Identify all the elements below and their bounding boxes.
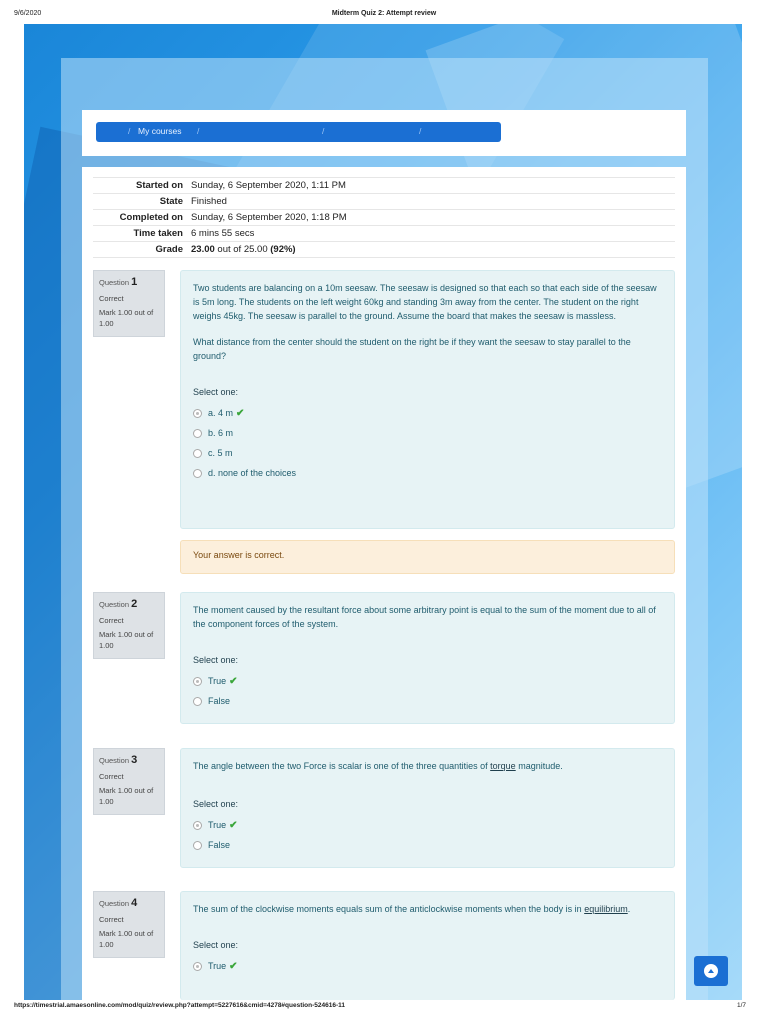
radio-button[interactable] xyxy=(193,697,202,706)
grade-out-of: out of 25.00 xyxy=(217,244,268,255)
question-text-before: The sum of the clockwise moments equals sum of the anticlockwise moments when the body is in xyxy=(193,904,585,914)
question-formulation-4 xyxy=(180,891,675,1000)
summary-label: Time taken xyxy=(133,228,183,239)
answer-option-a[interactable] xyxy=(193,404,662,424)
question-grade: Mark 1.00 out of 1.00 xyxy=(99,928,154,949)
check-icon: ✔ xyxy=(229,820,238,832)
question-label: Question xyxy=(99,278,130,287)
question-number: 1 xyxy=(131,276,138,288)
print-page-number: 1/7 xyxy=(736,1002,746,1009)
radio-button[interactable] xyxy=(193,449,202,458)
question-text: Two students are balancing on a 10m seesaw. The seesaw is designed so that each so that each side of the seesaw is 5m long. The students on the left weight 60kg and standing 3m away from the center. The student on the right weighs 45kg. The seesaw is parallel to the ground. Assume the board that makes the seesaw is massless. xyxy=(193,283,657,321)
print-header xyxy=(0,10,768,22)
radio-button[interactable] xyxy=(193,821,202,830)
summary-row-grade xyxy=(93,242,675,258)
summary-label: State xyxy=(159,196,183,207)
summary-row-completed xyxy=(93,210,675,226)
option-label: False xyxy=(208,839,231,850)
attempt-summary-table xyxy=(93,177,675,258)
option-label: d. none of the choices xyxy=(208,467,297,478)
radio-button[interactable] xyxy=(193,962,202,971)
question-text: What distance from the center should the student on the right be if they want the seesaw to stay parallel to the ground? xyxy=(193,336,631,361)
answer-option-true[interactable] xyxy=(193,957,662,977)
question-number: 3 xyxy=(131,754,138,766)
summary-row-started xyxy=(93,178,675,194)
print-url: https://timestrial.amaesonline.com/mod/quiz/review.php?attempt=5227616&cmid=4278#question-524616-11 xyxy=(14,1002,346,1009)
summary-label: Grade xyxy=(155,244,183,255)
radio-button[interactable] xyxy=(193,841,202,850)
question-state: Correct xyxy=(99,293,124,303)
question-label: Question xyxy=(99,600,130,609)
question-text-before: The angle between the two Force is scalar is one of the three quantities of xyxy=(193,761,491,771)
breadcrumb-separator: / xyxy=(128,126,131,136)
question-feedback-1: Your answer is correct. xyxy=(180,540,675,574)
navbar-card xyxy=(82,110,686,156)
summary-value: Finished xyxy=(191,196,227,207)
answer-option-false[interactable] xyxy=(193,836,662,856)
answer-option-c[interactable] xyxy=(193,444,662,464)
answer-options xyxy=(193,672,662,712)
question-number: 4 xyxy=(131,897,138,909)
check-icon: ✔ xyxy=(229,961,238,973)
select-one-prompt: Select one: xyxy=(193,654,239,665)
summary-label: Completed on xyxy=(119,212,183,223)
chevron-up-icon xyxy=(704,964,718,978)
grade-score: 23.00 xyxy=(191,244,215,255)
radio-button[interactable] xyxy=(193,469,202,478)
question-label: Question xyxy=(99,899,130,908)
answer-options xyxy=(193,404,662,484)
glossary-link-equilibrium[interactable]: equilibrium xyxy=(584,904,628,914)
option-label: False xyxy=(208,695,231,706)
option-label: True xyxy=(208,960,227,971)
option-label: True xyxy=(208,675,227,686)
question-text-after: . xyxy=(627,904,631,914)
answer-option-true[interactable] xyxy=(193,672,662,692)
summary-value: 6 mins 55 secs xyxy=(191,228,255,239)
summary-row-time-taken xyxy=(93,226,675,242)
answer-option-d[interactable] xyxy=(193,464,662,484)
answer-options xyxy=(193,816,662,856)
question-state: Correct xyxy=(99,914,124,924)
scroll-to-top-button[interactable] xyxy=(694,956,728,986)
answer-option-false[interactable] xyxy=(193,692,662,712)
question-number: 2 xyxy=(131,598,138,610)
print-footer xyxy=(0,1002,768,1014)
question-label: Question xyxy=(99,756,130,765)
radio-button[interactable] xyxy=(193,677,202,686)
summary-label: Started on xyxy=(136,180,183,191)
question-formulation-2 xyxy=(180,592,675,724)
answer-options xyxy=(193,957,662,977)
question-info-2 xyxy=(93,592,165,659)
question-grade: Mark 1.00 out of 1.00 xyxy=(99,785,154,806)
question-formulation-1 xyxy=(180,270,675,529)
print-date: 9/6/2020 xyxy=(14,10,42,17)
breadcrumb-separator: / xyxy=(322,126,325,136)
breadcrumb-my-courses-link[interactable]: My courses xyxy=(138,126,182,136)
select-one-prompt: Select one: xyxy=(193,798,239,809)
radio-button[interactable] xyxy=(193,409,202,418)
answer-option-b[interactable] xyxy=(193,424,662,444)
question-grade: Mark 1.00 out of 1.00 xyxy=(99,629,154,650)
option-label: True xyxy=(208,819,227,830)
summary-row-state xyxy=(93,194,675,210)
answer-option-true[interactable] xyxy=(193,816,662,836)
check-icon: ✔ xyxy=(236,407,245,419)
question-info-3 xyxy=(93,748,165,815)
question-text: The moment caused by the resultant force about some arbitrary point is equal to the sum of the moment due to all of the component forces of the system. xyxy=(193,605,656,629)
summary-value xyxy=(191,242,675,258)
select-one-prompt: Select one: xyxy=(193,386,239,397)
breadcrumb-separator: / xyxy=(197,126,200,136)
glossary-link-torque[interactable]: torque xyxy=(490,761,516,771)
main-content xyxy=(82,167,686,1000)
breadcrumb xyxy=(96,122,501,142)
question-formulation-3 xyxy=(180,748,675,868)
option-label: c. 5 m xyxy=(208,447,233,458)
print-title: Midterm Quiz 2: Attempt review xyxy=(331,10,437,17)
check-icon: ✔ xyxy=(229,676,238,688)
question-state: Correct xyxy=(99,771,124,781)
option-label: b. 6 m xyxy=(208,427,234,438)
question-text xyxy=(193,760,662,774)
question-grade: Mark 1.00 out of 1.00 xyxy=(99,307,154,328)
grade-percent: (92%) xyxy=(270,244,296,255)
question-state: Correct xyxy=(99,615,124,625)
option-label: a. 4 m xyxy=(208,407,234,418)
select-one-prompt: Select one: xyxy=(193,939,239,950)
summary-value: Sunday, 6 September 2020, 1:11 PM xyxy=(191,180,346,191)
question-info-1 xyxy=(93,270,165,337)
summary-value: Sunday, 6 September 2020, 1:18 PM xyxy=(191,212,347,223)
radio-button[interactable] xyxy=(193,429,202,438)
question-text xyxy=(193,903,662,917)
question-text-after: magnitude. xyxy=(515,761,563,771)
question-info-4 xyxy=(93,891,165,958)
breadcrumb-separator: / xyxy=(419,126,422,136)
